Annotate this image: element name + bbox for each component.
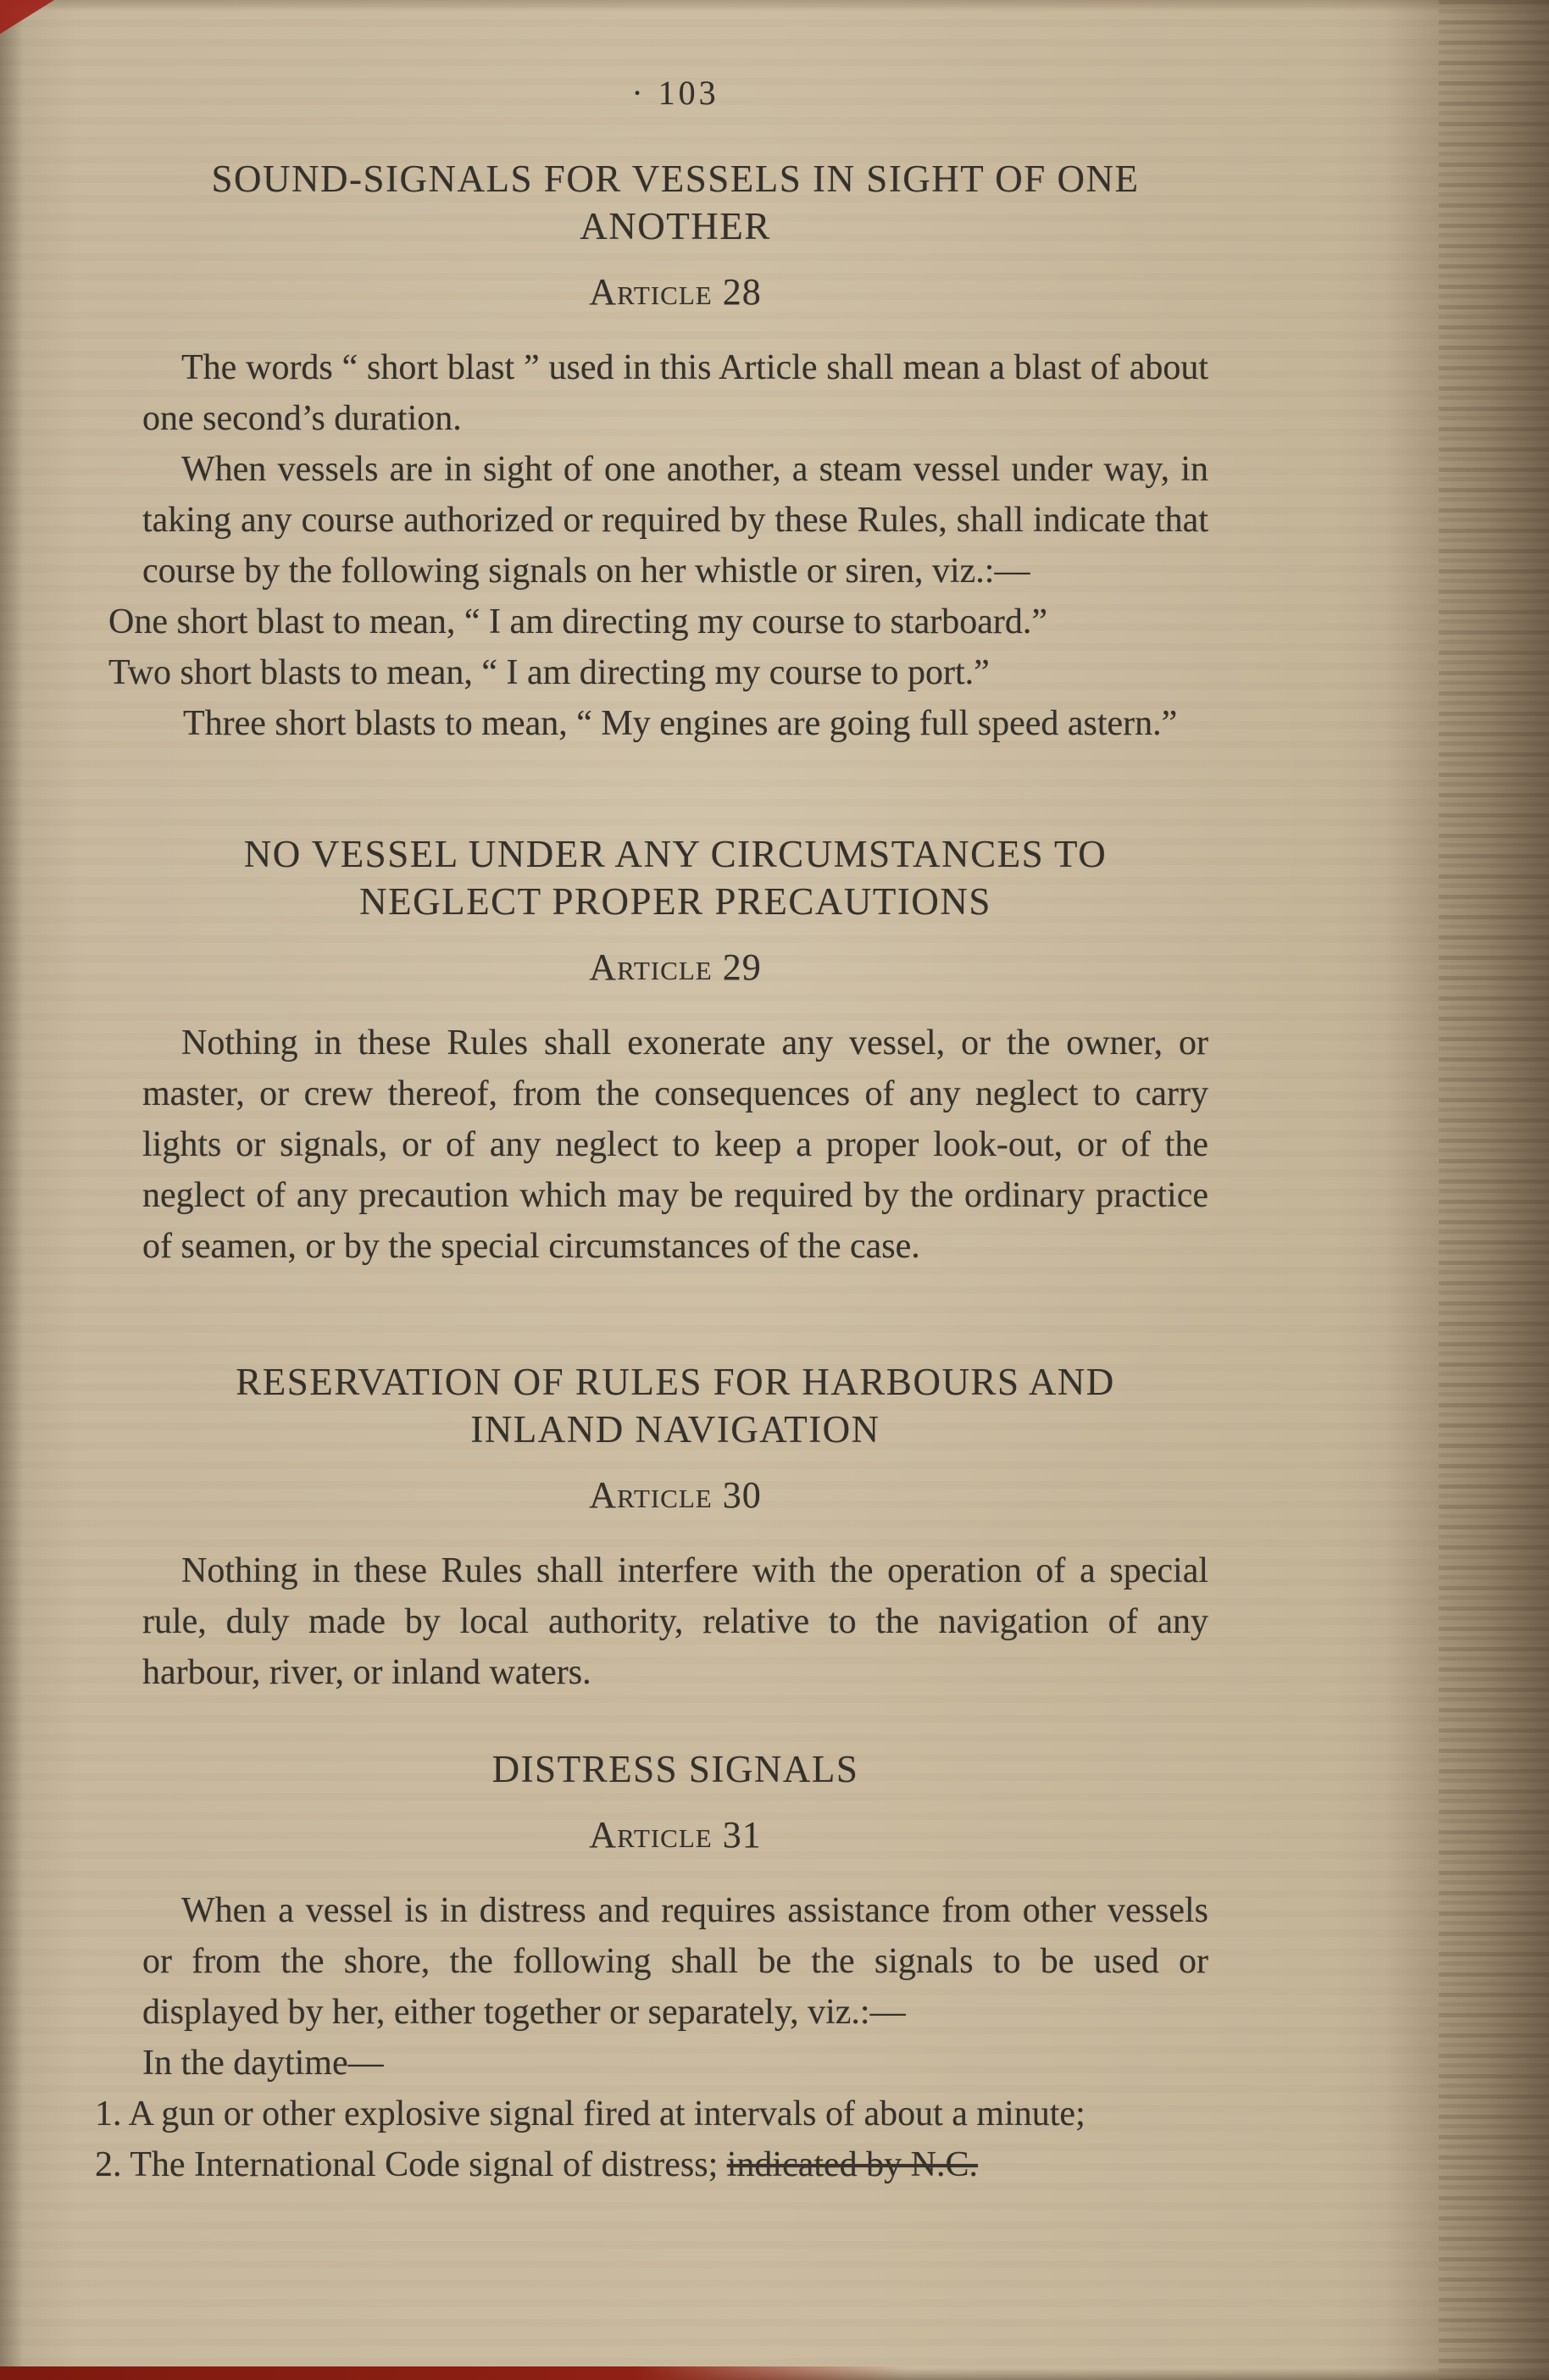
list-item: 1. A gun or other explosive signal fired at intervals of about a minute; xyxy=(95,2094,1085,2133)
paragraph: When vessels are in sight of one another, a steam vessel under way, in taking any course authorized or required by these Rules, shall indicate that course by the following signals on her whistle or siren, viz.:— xyxy=(142,450,1208,591)
red-bottom-mark xyxy=(0,2366,907,2380)
signal-item: One short blast to mean, “ I am directing my course to starboard.” xyxy=(108,602,1047,641)
article-label: Article 30 xyxy=(589,1474,762,1516)
section-heading xyxy=(142,830,1208,925)
article-label: Article 29 xyxy=(589,946,762,988)
section-heading xyxy=(142,155,1208,250)
top-edge-shadow xyxy=(0,0,1549,12)
paragraph: Nothing in these Rules shall interfere with the operation of a special rule, duly made by local authority, relative to the navigation of any harbour, river, or inland waters. xyxy=(142,1551,1208,1692)
heading-line: SOUND-SIGNALS FOR VESSELS IN SIGHT OF ONE xyxy=(211,158,1140,200)
heading-line: DISTRESS SIGNALS xyxy=(491,1748,859,1790)
section-reservation-of-rules xyxy=(142,1358,1208,1698)
heading-line: NEGLECT PROPER PRECAUTIONS xyxy=(359,880,991,923)
paragraph: The words “ short blast ” used in this Article shall mean a blast of about one second’s duration. xyxy=(142,348,1208,438)
page-number: · 103 xyxy=(631,74,719,112)
list-item-text: 2. The International Code signal of distress; xyxy=(95,2145,727,2184)
heading-line: RESERVATION OF RULES FOR HARBOURS AND xyxy=(236,1361,1115,1403)
signal-item: Two short blasts to mean, “ I am directing my course to port.” xyxy=(108,653,990,692)
section-heading xyxy=(142,1745,1208,1793)
article-label: Article 28 xyxy=(589,271,762,313)
left-edge-shadow xyxy=(0,0,24,2380)
heading-line: INLAND NAVIGATION xyxy=(470,1408,880,1451)
daytime-label: In the daytime— xyxy=(142,2044,384,2083)
page-edge-texture xyxy=(1384,0,1549,2380)
article-label: Article 31 xyxy=(589,1814,762,1856)
section-heading xyxy=(142,1358,1208,1453)
page-text-column xyxy=(95,0,1208,2190)
section-no-vessel-precautions xyxy=(142,830,1208,1272)
strikethrough-text: indicated by N.C. xyxy=(726,2145,979,2184)
signal-item: Three short blasts to mean, “ My engines are going full speed astern.” xyxy=(183,704,1178,743)
paragraph: Nothing in these Rules shall exonerate any vessel, or the owner, or master, or crew thereof, from the consequences of any neglect to carry lights or signals, or of any neglect to keep a proper look-out, or of the neglect of any precaution which may be required by the ordinary practice of seamen, or by the special circumstances of the case. xyxy=(142,1024,1208,1266)
section-distress-signals xyxy=(95,1745,1208,2190)
section-sound-signals xyxy=(108,155,1208,749)
list-item xyxy=(95,2139,1208,2190)
paragraph: When a vessel is in distress and requires assistance from other vessels or from the shore, the following shall be the signals to be used or displayed by her, either together or separately, viz.:— xyxy=(142,1891,1208,2032)
heading-line: NO VESSEL UNDER ANY CIRCUMSTANCES TO xyxy=(243,833,1108,875)
heading-line: ANOTHER xyxy=(580,205,771,247)
